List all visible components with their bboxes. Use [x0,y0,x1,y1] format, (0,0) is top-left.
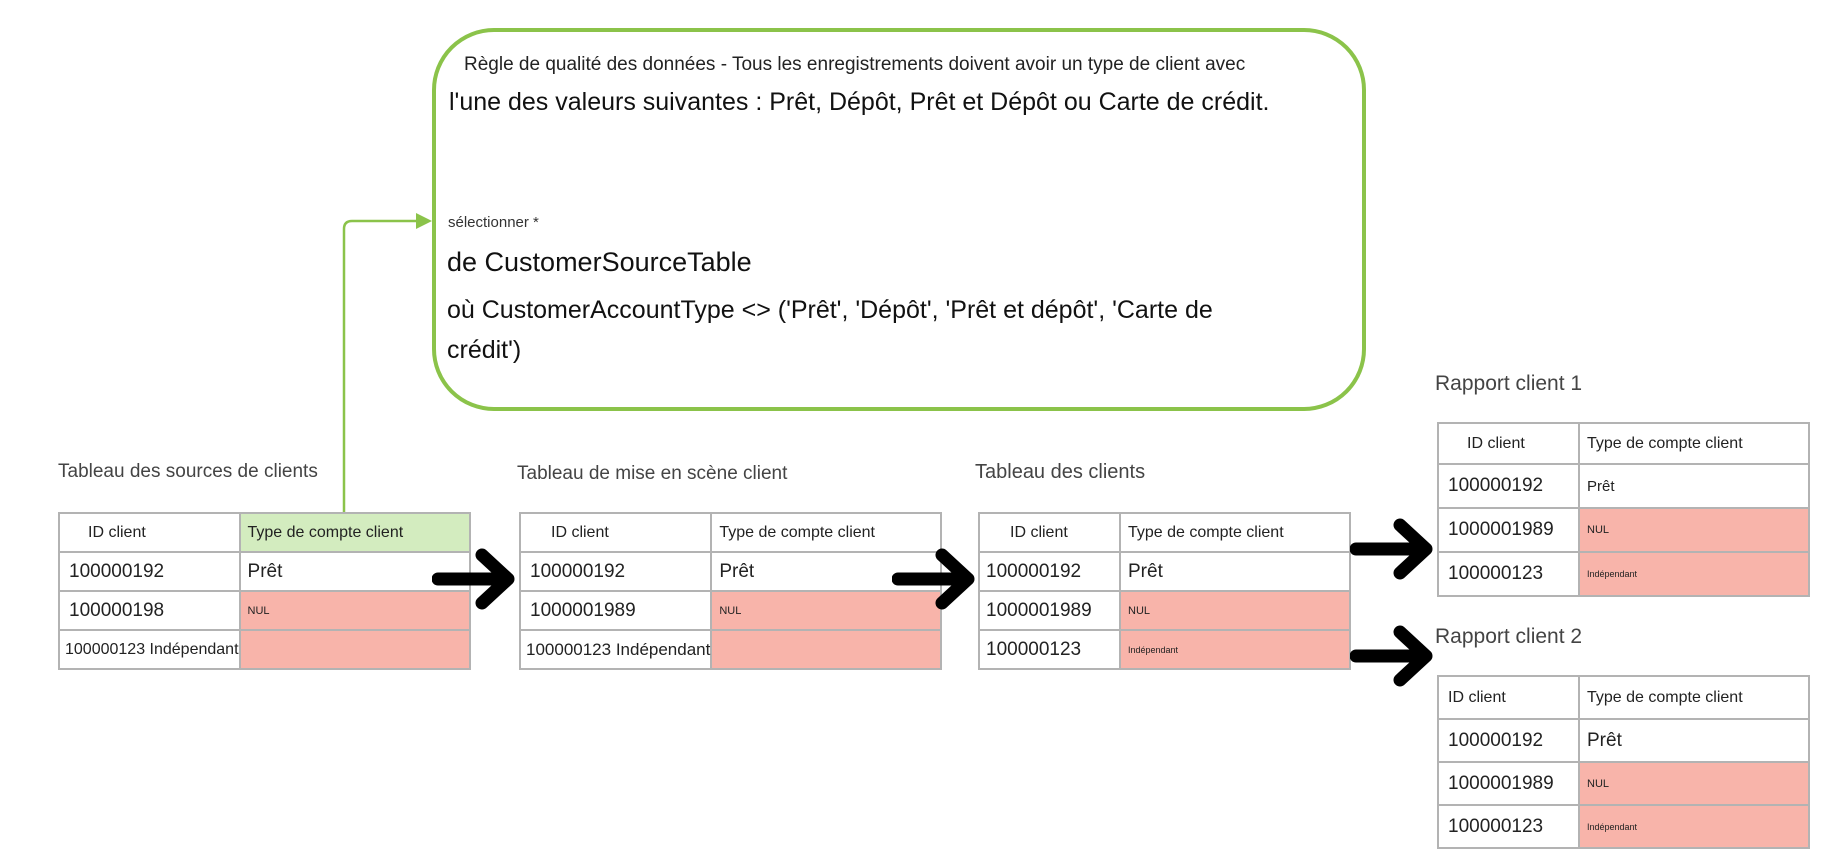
header-id-client: ID client [1438,676,1579,719]
cell-id: 100000123 [1438,805,1579,848]
report2-title: Rapport client 2 [1435,625,1583,648]
table-row [1438,508,1809,552]
arrow-right-icon [1350,625,1436,687]
cell-id: 100000123 Indépendant [59,630,240,669]
arrow-right-icon [1350,518,1436,580]
table-row [59,591,470,630]
sql-where-clause: où CustomerAccountType <> ('Prêt', 'Dépôt', 'Prêt et dépôt', 'Carte de crédit') [447,296,1213,364]
header-account-type: Type de compte client [1579,676,1809,719]
cell-type: Prêt [240,552,470,591]
cell-id: 100000198 [59,591,240,630]
cell-type-invalid: NUL [1579,762,1809,805]
cell-id: 100000192 [59,552,240,591]
table-row [59,552,470,591]
table-header-row [979,513,1350,552]
header-id-client: ID client [520,513,711,552]
header-account-type: Type de compte client [240,513,470,552]
header-account-type: Type de compte client [711,513,941,552]
header-id-client: ID client [59,513,240,552]
cell-id: 100000192 [1438,719,1579,762]
table-row [979,630,1350,669]
header-account-type: Type de compte client [1120,513,1350,552]
table-row [520,630,941,669]
header-account-type: Type de compte client [1579,423,1809,464]
cell-id: 100000123 [1438,552,1579,596]
table-row [59,630,470,669]
report2-table [1437,675,1810,849]
table-row [979,591,1350,630]
sql-select-clause: sélectionner * [448,214,539,231]
client-table [978,512,1351,670]
cell-id: 1000001989 [979,591,1120,630]
table-header-row [1438,676,1809,719]
table-row [1438,464,1809,508]
table-row [1438,552,1809,596]
staging-table [519,512,942,670]
table-header-row [1438,423,1809,464]
cell-type-invalid [240,630,470,669]
source-table [58,512,471,670]
table-header-row [520,513,941,552]
cell-id: 100000192 [520,552,711,591]
table-row [1438,762,1809,805]
cell-type: Prêt [1579,464,1809,508]
cell-id: 1000001989 [520,591,711,630]
cell-type-invalid: NUL [1120,591,1350,630]
table-row [1438,805,1809,848]
report1-title: Rapport client 1 [1435,372,1583,395]
header-id-client: ID client [1438,423,1579,464]
arrow-right-icon [432,548,518,610]
client-table-title: Tableau des clients [975,461,1146,483]
source-table-title: Tableau des sources de clients [58,461,318,482]
cell-type-invalid: Indépendant [1579,552,1809,596]
cell-id: 100000192 [1438,464,1579,508]
cell-type-invalid: NUL [711,591,941,630]
staging-table-title: Tableau de mise en scène client [517,463,788,484]
cell-type-invalid [711,630,941,669]
cell-type-invalid: Indépendant [1120,630,1350,669]
table-row [979,552,1350,591]
cell-id: 100000123 Indépendant [520,630,711,669]
rule-description-line1: Règle de qualité des données - Tous les enregistrements doivent avoir un type de client avec [464,54,1246,75]
arrow-right-icon [892,548,978,610]
cell-id: 1000001989 [1438,762,1579,805]
cell-id: 100000123 [979,630,1120,669]
cell-type: Prêt [711,552,941,591]
sql-from-clause: de CustomerSourceTable [447,247,752,277]
cell-type: Prêt [1120,552,1350,591]
table-row [520,552,941,591]
table-header-row [59,513,470,552]
cell-type-invalid: Indépendant [1579,805,1809,848]
cell-type-invalid: NUL [1579,508,1809,552]
cell-id: 100000192 [979,552,1120,591]
cell-id: 1000001989 [1438,508,1579,552]
rule-description-line2: l'une des valeurs suivantes : Prêt, Dépôt, Prêt et Dépôt ou Carte de crédit. [449,88,1270,116]
table-row [1438,719,1809,762]
cell-type: Prêt [1579,719,1809,762]
header-id-client: ID client [979,513,1120,552]
cell-type-invalid: NUL [240,591,470,630]
table-row [520,591,941,630]
report1-table [1437,422,1810,597]
